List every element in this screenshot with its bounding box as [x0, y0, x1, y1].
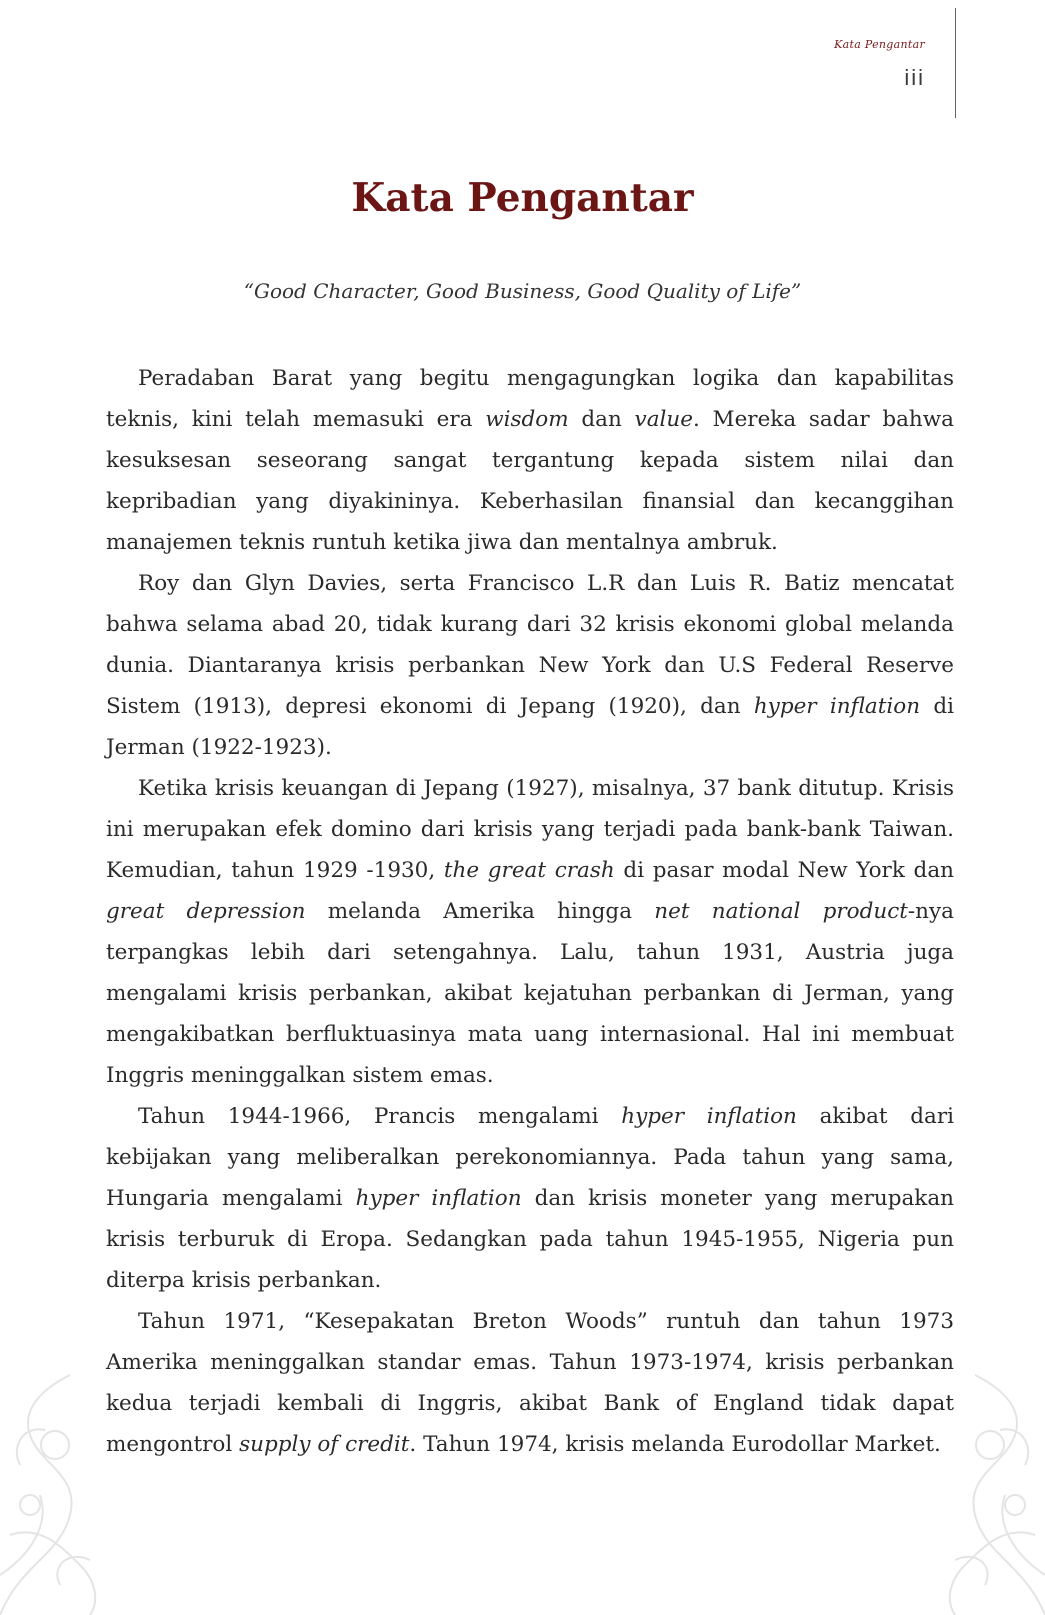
paragraph-2: Roy dan Glyn Davies, serta Francisco L.R dan Luis R. Batiz mencatat bahwa selama abad 20, tidak kurang dari 32 krisis ekonomi global melanda dunia. Diantaranya krisis perbankan New York dan U.S Federal Reserve Sistem (1913), depresi ekonomi di Jepang (1920), dan hyper inflation di Jerman (1922-1923).: [106, 571, 954, 760]
epigraph: “Good Character, Good Business, Good Quality of Life”: [243, 279, 802, 303]
running-title: Kata Pengantar: [834, 38, 925, 51]
floral-ornament-right-icon: [935, 1325, 1045, 1615]
page-number: iii: [904, 65, 925, 90]
header-divider: [955, 8, 956, 118]
chapter-title: Kata Pengantar: [351, 175, 694, 221]
paragraph-3: Ketika krisis keuangan di Jepang (1927), misalnya, 37 bank ditutup. Krisis ini merupakan efek domino dari krisis yang terjadi pada bank-bank Taiwan. Kemudian, tahun 1929 -1930, the great crash di pasar modal New York dan great depression melanda Amerika hingga net national product-nya terpangkas lebih dari setengahnya. Lalu, tahun 1931, Austria juga mengalami krisis perbankan, akibat kejatuhan perbankan di Jerman, yang mengakibatkan berfluktuasinya mata uang internasional. Hal ini membuat Inggris meninggalkan sistem emas.: [106, 776, 954, 1088]
running-header: [834, 38, 925, 91]
body-text: [106, 358, 954, 1465]
paragraph-5: Tahun 1971, “Kesepakatan Breton Woods” runtuh dan tahun 1973 Amerika meninggalkan standar emas. Tahun 1973-1974, krisis perbankan kedua terjadi kembali di Inggris, akibat Bank of England tidak dapat mengontrol supply of credit. Tahun 1974, krisis melanda Eurodollar Market.: [106, 1309, 954, 1457]
paragraph-1: Peradaban Barat yang begitu mengagungkan logika dan kapabilitas teknis, kini telah memasuki era wisdom dan value. Mereka sadar bahwa kesuksesan seseorang sangat tergantung kepada sistem nilai dan kepribadian yang diyakininya. Keberhasilan finansial dan kecanggihan manajemen teknis runtuh ketika jiwa dan mentalnya ambruk.: [106, 366, 954, 555]
paragraph-4: Tahun 1944-1966, Prancis mengalami hyper inflation akibat dari kebijakan yang meliberalkan perekonomiannya. Pada tahun yang sama, Hungaria mengalami hyper inflation dan krisis moneter yang merupakan krisis terburuk di Eropa. Sedangkan pada tahun 1945-1955, Nigeria pun diterpa krisis perbankan.: [106, 1104, 954, 1293]
floral-ornament-left-icon: [0, 1325, 110, 1615]
